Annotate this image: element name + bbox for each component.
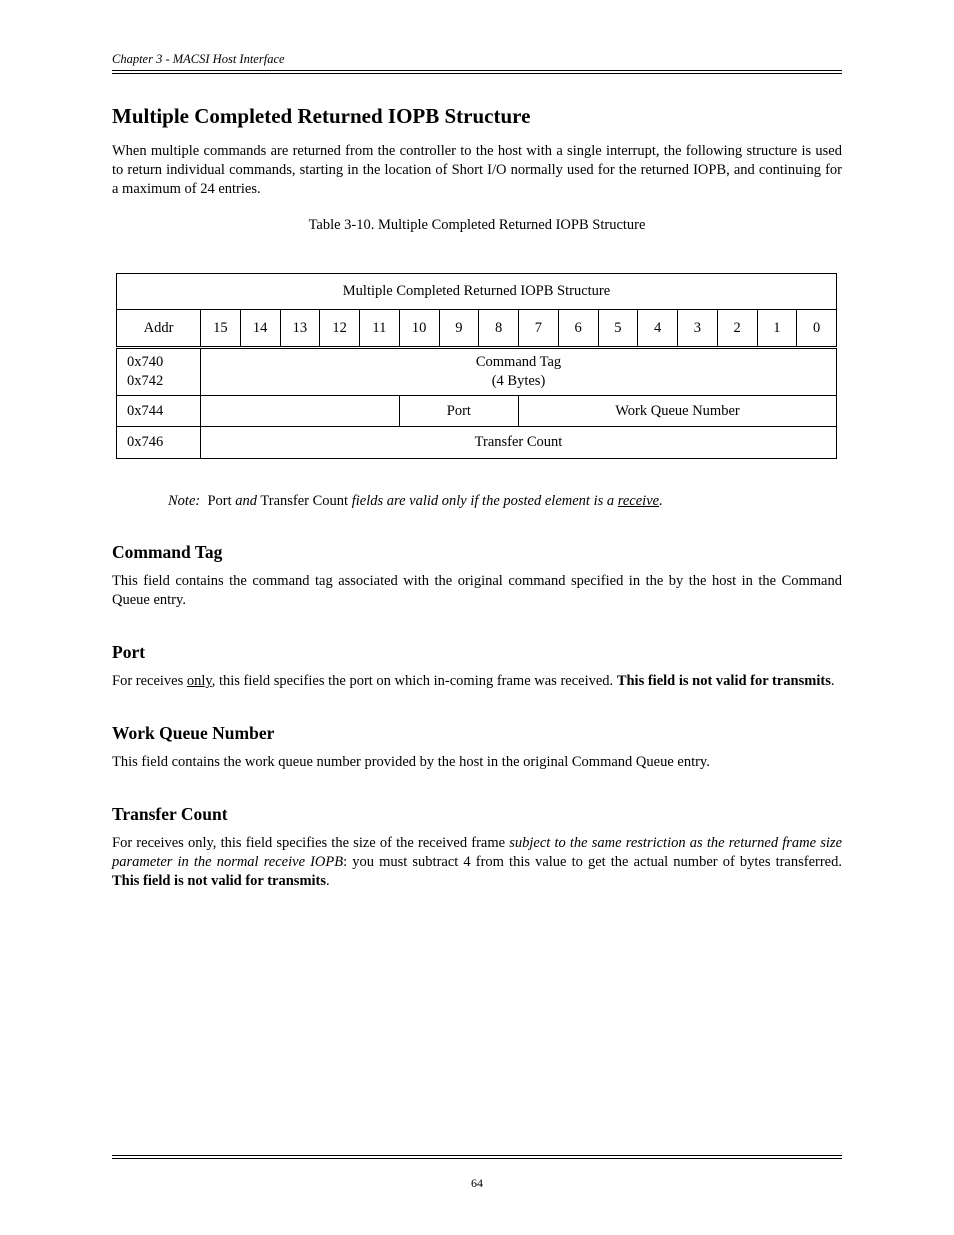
note-period: . <box>659 493 663 510</box>
header-rule <box>112 70 842 74</box>
port-cell: Port <box>399 396 518 427</box>
section-body: This field contains the command tag associated with the original command specified in the by the host in the Command Queue entry. <box>112 573 842 609</box>
body-text: For receives only, this field specifies the size of the received frame <box>112 835 510 852</box>
section-heading: Port <box>112 642 146 663</box>
note-port: Port <box>207 493 232 510</box>
bit-header: 1 <box>757 310 797 348</box>
transfer-count-cell: Transfer Count <box>201 427 837 459</box>
table-row-transfer-count <box>117 427 837 459</box>
body-text: : you must subtract 4 from this value to get the actual number of bytes transferred. <box>343 854 842 871</box>
body-text: . <box>326 873 330 890</box>
bit-header: 0 <box>797 310 837 348</box>
bit-header: 14 <box>240 310 280 348</box>
body-bold: This field is not valid for transmits <box>616 673 831 690</box>
bit-header: 7 <box>519 310 559 348</box>
section-heading: Transfer Count <box>112 804 228 825</box>
bit-header: 8 <box>479 310 519 348</box>
section-body: This field contains the work queue number provided by the host in the original Command Queue entry. <box>112 754 710 771</box>
footer-rule <box>112 1155 842 1159</box>
body-underline: only <box>186 673 212 690</box>
note-text: fields are valid only if the posted element is a <box>351 493 615 510</box>
command-tag-size: (4 Bytes) <box>491 373 546 390</box>
addr-cell: 0x744 <box>117 396 201 427</box>
reserved-cell <box>201 396 400 427</box>
bit-header: 5 <box>598 310 638 348</box>
body-bold: This field is not valid for transmits <box>112 873 327 890</box>
addr-cell: 0x746 <box>117 427 201 459</box>
table-title-row <box>117 274 837 310</box>
bit-header: 6 <box>558 310 598 348</box>
bit-header: 15 <box>201 310 241 348</box>
section-body <box>112 834 842 891</box>
bit-header: 2 <box>717 310 757 348</box>
section-port <box>112 642 842 691</box>
note-receive: receive <box>617 493 660 510</box>
section-body <box>112 672 842 691</box>
bit-header: 4 <box>638 310 678 348</box>
note-label: Note: <box>168 493 201 510</box>
command-tag-cell <box>201 348 837 396</box>
section-command-tag <box>112 542 842 610</box>
addr-value: 0x742 <box>127 373 164 390</box>
section-heading: Work Queue Number <box>112 723 275 744</box>
body-text: , this field specifies the port on which in-coming frame was received. <box>211 673 617 690</box>
work-queue-number-cell: Work Queue Number <box>519 396 837 427</box>
running-header: Chapter 3 - MACSI Host Interface <box>112 52 285 66</box>
table-caption: Table 3-10. Multiple Completed Returned IOPB Structure <box>308 217 646 234</box>
page-content <box>112 104 842 891</box>
addr-cell <box>117 348 201 396</box>
note-transfer-count: Transfer Count <box>260 493 349 510</box>
body-text: . <box>830 673 835 690</box>
command-tag-label: Command Tag <box>475 354 562 371</box>
bit-header: 12 <box>320 310 360 348</box>
bit-header: 10 <box>399 310 439 348</box>
page-number: 64 <box>471 1176 483 1190</box>
table-note <box>168 493 842 510</box>
section-transfer-count <box>112 804 842 891</box>
body-text: For receives <box>112 673 187 690</box>
addr-header: Addr <box>117 310 201 348</box>
table-title: Multiple Completed Returned IOPB Structure <box>117 274 837 310</box>
table-row-command-tag <box>117 348 837 396</box>
addr-value: 0x740 <box>127 354 164 371</box>
bit-header: 3 <box>678 310 718 348</box>
note-and: and <box>235 493 258 510</box>
table-bit-header-row <box>117 310 837 348</box>
bit-header: 9 <box>439 310 479 348</box>
table-row-port <box>117 396 837 427</box>
bit-header: 11 <box>360 310 400 348</box>
section-heading: Command Tag <box>112 542 223 563</box>
body-italic: subject to the same restriction as the returned frame size parameter in the normal receive IOPB <box>112 835 842 871</box>
page-title: Multiple Completed Returned IOPB Structure <box>112 104 531 128</box>
section-work-queue-number <box>112 723 842 772</box>
iopb-structure-table <box>116 273 837 459</box>
intro-paragraph: When multiple commands are returned from the controller to the host with a single interrupt, the following structure is used to return individual commands, starting in the location of Short I/O normally used for the returned IOPB, and continuing for a maximum of 24 entries. <box>112 143 842 198</box>
bit-header: 13 <box>280 310 320 348</box>
